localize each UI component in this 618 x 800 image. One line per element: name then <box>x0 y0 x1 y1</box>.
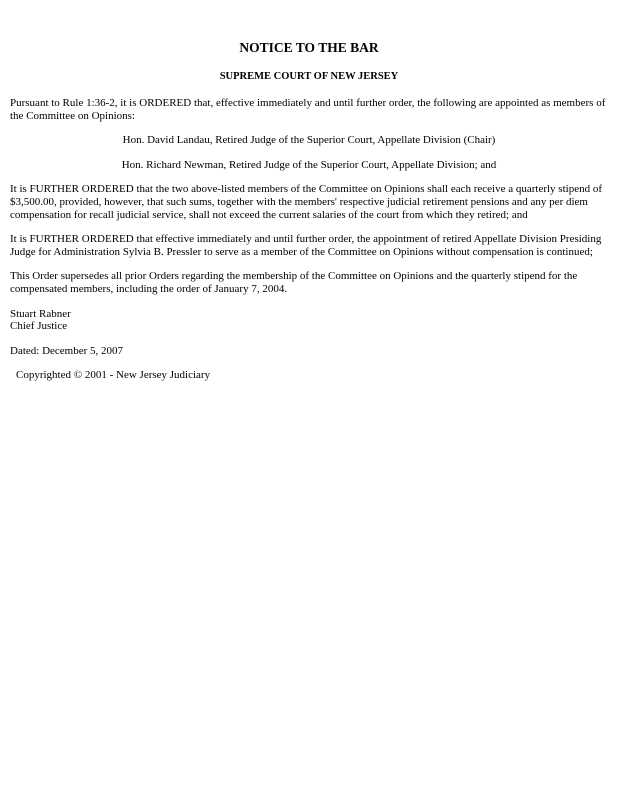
page-title: NOTICE TO THE BAR <box>239 40 379 55</box>
page-subtitle: SUPREME COURT OF NEW JERSEY <box>219 71 399 82</box>
appointee-newman: Hon. Richard Newman, Retired Judge of the Superior Court, Appellate Division; and <box>121 158 497 171</box>
signature-block <box>10 308 608 333</box>
date-line: Dated: December 5, 2007 <box>10 344 124 357</box>
intro-paragraph: Pursuant to Rule 1:36-2, it is ORDERED that, effective immediately and until further order, the following are appointed as members of the Committee on Opinions: <box>10 97 606 122</box>
pressler-paragraph: It is FURTHER ORDERED that effective immediately and until further order, the appointment of retired Appellate Division Presiding Judge for Administration Sylvia B. Pressler to serve as a member of the Committee on Opinions without compensation is continued; <box>10 233 602 258</box>
supersedes-paragraph: This Order supersedes all prior Orders regarding the membership of the Committee on Opinions and the quarterly stipend for the compensated members, including the order of January 7, 2004. <box>10 270 578 295</box>
signatory-role: Chief Justice <box>10 320 68 333</box>
copyright-notice: Copyrighted © 2001 - New Jersey Judiciary <box>16 369 211 382</box>
stipend-paragraph: It is FURTHER ORDERED that the two above-listed members of the Committee on Opinions shall each receive a quarterly stipend of $3,500.00, provided, however, that such sums, together with the members' respective judicial retirement pensions and any per diem compensation for recall judicial service, shall not exceed the current salaries of the court from which they retired; and <box>10 183 602 221</box>
signatory-name: Stuart Rabner <box>10 307 71 320</box>
appointee-landau: Hon. David Landau, Retired Judge of the Superior Court, Appellate Division (Chair) <box>122 134 496 147</box>
document-page <box>10 40 608 382</box>
